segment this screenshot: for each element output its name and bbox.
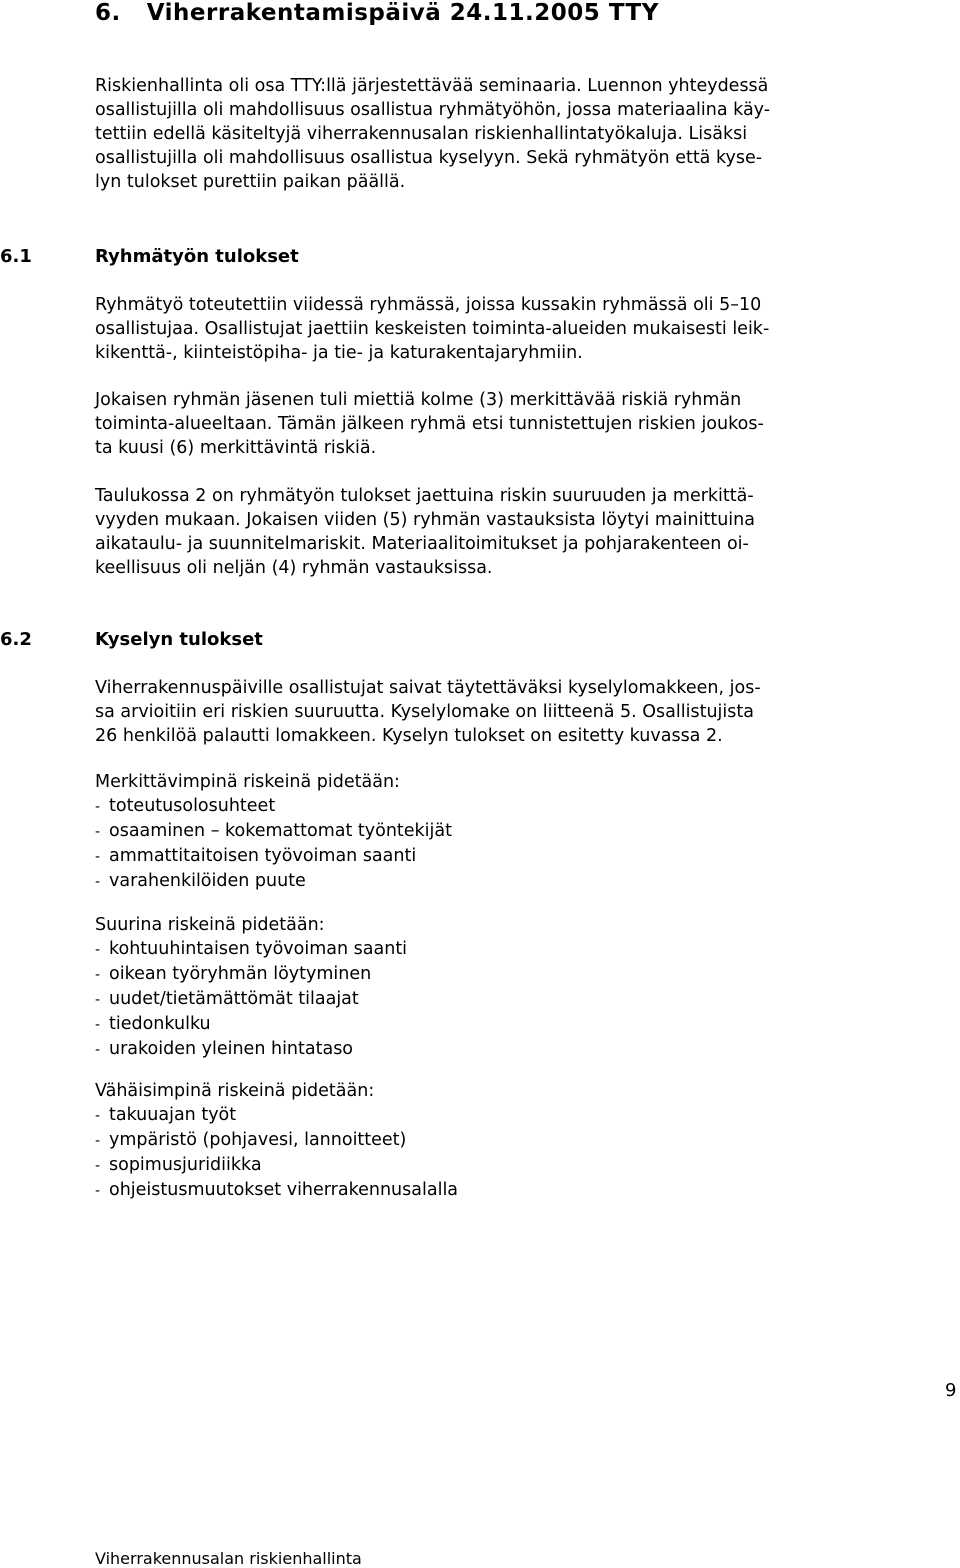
text-line: ta kuusi (6) merkittävintä riskiä. bbox=[95, 438, 377, 458]
list-item: - kohtuuhintaisen työvoiman saanti bbox=[95, 939, 408, 959]
list-item: - urakoiden yleinen hintataso bbox=[95, 1039, 354, 1059]
list-item: - ympäristö (pohjavesi, lannoitteet) bbox=[95, 1130, 407, 1150]
subsection-title: Kyselyn tulokset bbox=[95, 629, 263, 650]
list-item: - ohjeistusmuutokset viherrakennusalalla bbox=[95, 1180, 459, 1200]
text-line: vyyden mukaan. Jokaisen viiden (5) ryhmän vastauksista löytyi mainittuina bbox=[95, 510, 755, 530]
text-line: Jokaisen ryhmän jäsenen tuli miettiä kolme (3) merkittävää riskiä ryhmän bbox=[95, 390, 742, 410]
subsection-number: 6.2 bbox=[0, 629, 32, 650]
subsection-title: Ryhmätyön tulokset bbox=[95, 246, 299, 267]
text-line: kikenttä-, kiinteistöpiha- ja tie- ja katurakentajaryhmiin. bbox=[95, 343, 583, 363]
list-heading: Vähäisimpinä riskeinä pidetään: bbox=[95, 1081, 375, 1101]
list-item: - sopimusjuridiikka bbox=[95, 1155, 262, 1175]
text-line: keellisuus oli neljän (4) ryhmän vastauksissa. bbox=[95, 558, 493, 578]
text-line: Viherrakennuspäiville osallistujat saivat täytettäväksi kyselylomakkeen, jos- bbox=[95, 678, 761, 698]
risk-list-most-significant bbox=[95, 770, 452, 894]
page-number: 9 bbox=[945, 1380, 957, 1401]
text-line: aikataulu- ja suunnitelmariskit. Materiaalitoimitukset ja pohjarakenteen oi- bbox=[95, 534, 749, 554]
text-line: osallistujaa. Osallistujat jaettiin keskeisten toiminta-alueiden mukaisesti leik- bbox=[95, 319, 770, 339]
risk-list-minor bbox=[95, 1079, 458, 1203]
section-number: 6. bbox=[95, 0, 121, 26]
list-item: - uudet/tietämättömät tilaajat bbox=[95, 989, 359, 1009]
list-heading: Suurina riskeinä pidetään: bbox=[95, 915, 325, 935]
list-item: - takuuajan työt bbox=[95, 1105, 237, 1125]
list-item: - toteutusolosuhteet bbox=[95, 796, 276, 816]
section-heading bbox=[95, 0, 659, 26]
text-line: Ryhmätyö toteutettiin viidessä ryhmässä, joissa kussakin ryhmässä oli 5–10 bbox=[95, 295, 762, 315]
list-item: - osaaminen – kokemattomat työntekijät bbox=[95, 821, 452, 841]
paragraph bbox=[95, 388, 764, 460]
text-line: 26 henkilöä palautti lomakkeen. Kyselyn tulokset on esitetty kuvassa 2. bbox=[95, 726, 723, 746]
text-line: Taulukossa 2 on ryhmätyön tulokset jaettuina riskin suuruuden ja merkittä- bbox=[95, 486, 754, 506]
list-heading: Merkittävimpinä riskeinä pidetään: bbox=[95, 772, 400, 792]
text-line: osallistujilla oli mahdollisuus osallistua ryhmätyöhön, jossa materiaalina käy- bbox=[95, 100, 771, 120]
paragraph bbox=[95, 484, 755, 580]
text-line: osallistujilla oli mahdollisuus osallistua kyselyyn. Sekä ryhmätyön että kyse- bbox=[95, 148, 763, 168]
section-title: Viherrakentamispäivä 24.11.2005 TTY bbox=[146, 0, 659, 26]
list-item: - ammattitaitoisen työvoiman saanti bbox=[95, 846, 417, 866]
paragraph bbox=[95, 676, 761, 748]
list-item: - tiedonkulku bbox=[95, 1014, 211, 1034]
text-line: sa arvioitiin eri riskien suuruutta. Kyselylomake on liitteenä 5. Osallistujista bbox=[95, 702, 754, 722]
text-line: lyn tulokset purettiin paikan päällä. bbox=[95, 172, 406, 192]
text-line: tettiin edellä käsiteltyjä viherrakennusalan riskienhallintatyökaluja. Lisäksi bbox=[95, 124, 748, 144]
running-title: Viherrakennusalan riskienhallinta bbox=[95, 1549, 362, 1568]
text-line: Riskienhallinta oli osa TTY:llä järjestettävää seminaaria. Luennon yhteydessä bbox=[95, 76, 769, 96]
list-item: - varahenkilöiden puute bbox=[95, 871, 306, 891]
list-item: - oikean työryhmän löytyminen bbox=[95, 964, 372, 984]
text-line: toiminta-alueeltaan. Tämän jälkeen ryhmä etsi tunnistettujen riskien joukos- bbox=[95, 414, 764, 434]
subsection-number: 6.1 bbox=[0, 246, 32, 267]
intro-paragraph bbox=[95, 74, 770, 194]
risk-list-large bbox=[95, 913, 407, 1062]
paragraph bbox=[95, 293, 769, 365]
